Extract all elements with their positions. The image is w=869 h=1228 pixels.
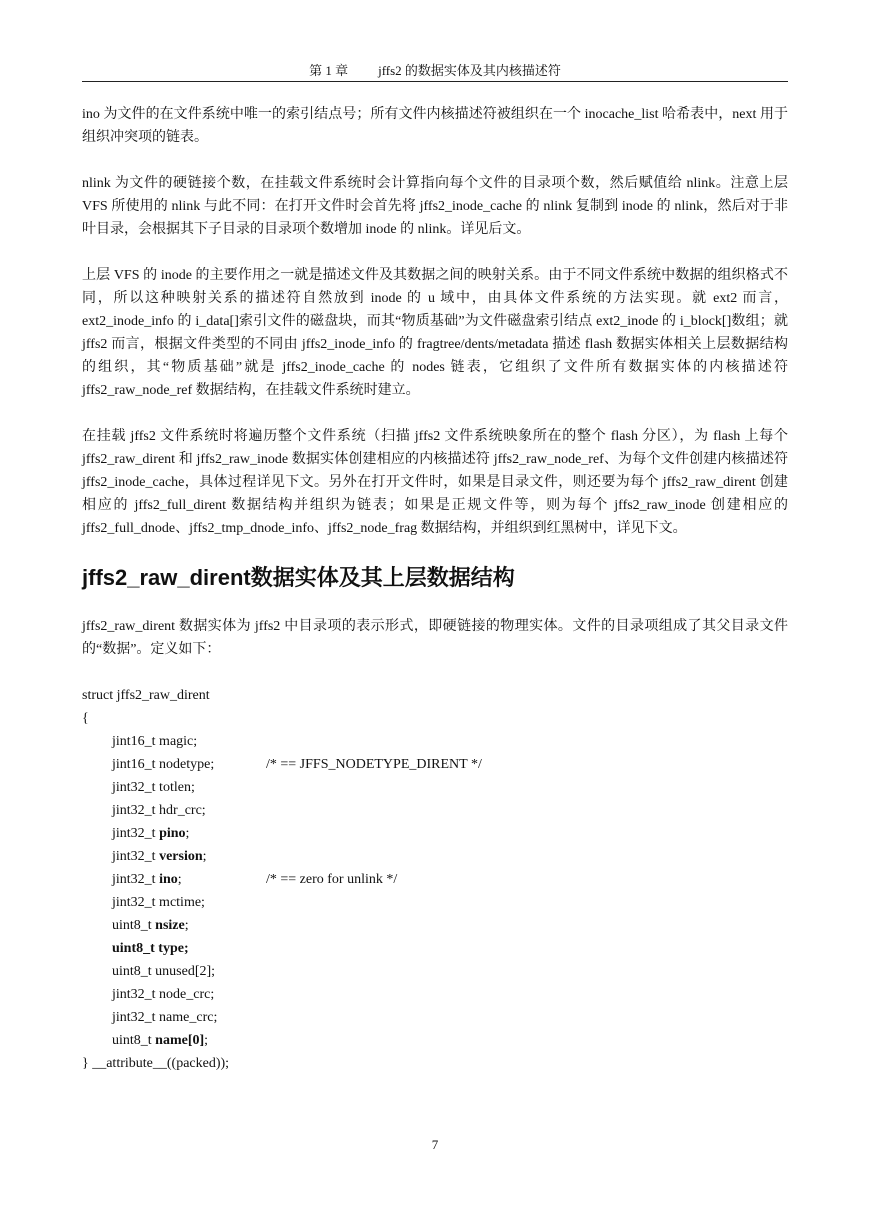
field-hdr-crc: jint32_t hdr_crc; — [112, 803, 206, 818]
field-version: jint32_t version; — [112, 849, 207, 864]
field-unused: uint8_t unused[2]; — [112, 964, 216, 979]
struct-definition — [82, 684, 788, 1075]
field-type: uint8_t type; — [112, 941, 189, 956]
page-header — [82, 62, 788, 80]
header-chapter: 第 1 章 — [309, 63, 349, 78]
field-name-crc: jint32_t name_crc; — [112, 1010, 218, 1025]
page-body — [82, 103, 788, 1075]
field-totlen: jint32_t totlen; — [112, 780, 195, 795]
paragraph-vfs-inode: 上层 VFS 的 inode 的主要作用之一就是描述文件及其数据之间的映射关系。由于不同文件系统中数据的组织格式不同，所以这种映射关系的描述符自然放到 inode 的 u 域中，由具体文件系统的方法实现。就 ext2 而言，ext2_inode_info 的 i_data[]索引文件的磁盘块，而其“物质基础”为文件磁盘索引结点 ext2_inode 的 i_block[]数组；就 jffs2 而言，根据文件类型的不同由 jffs2_inode_info 的 fragtree/dents/metadata 描述 flash 数据实体相关上层数据结构的组织，其“物质基础”就是 jffs2_inode_cache 的 nodes 链表，它组织了文件所有数据实体的内核描述符 jffs2_raw_node_ref 数据结构，在挂载文件系统时建立。 — [82, 268, 788, 398]
field-pino: jint32_t pino; — [112, 826, 190, 841]
struct-close: } __attribute__((packed)); — [82, 1056, 230, 1071]
comment-nodetype: /* == JFFS_NODETYPE_DIRENT */ — [266, 757, 482, 772]
header-title: jffs2 的数据实体及其内核描述符 — [378, 63, 561, 78]
field-name: uint8_t name[0]; — [112, 1033, 209, 1048]
field-mctime: jint32_t mctime; — [112, 895, 205, 910]
section-heading: jffs2_raw_dirent数据实体及其上层数据结构 — [82, 565, 515, 590]
struct-open: struct jffs2_raw_dirent — [82, 688, 210, 703]
paragraph-nlink: nlink 为文件的硬链接个数，在挂载文件系统时会计算指向每个文件的目录项个数，然后赋值给 nlink。注意上层 VFS 所使用的 nlink 与此不同：在打开文件时会首先将 jffs2_inode_cache 的 nlink 复制到 inode 的 nlink，然后对于非叶目录，会根据其下子目录的目录项个数增加 inode 的 nlink。详见后文。 — [82, 176, 788, 237]
page-number: 7 — [431, 1137, 439, 1152]
field-magic: jint16_t magic; — [112, 734, 198, 749]
field-nodetype: jint16_t nodetype; /* == JFFS_NODETYPE_DIRENT */ — [112, 757, 482, 772]
field-node-crc: jint32_t node_crc; — [112, 987, 215, 1002]
header-rule — [82, 81, 788, 82]
comment-ino: /* == zero for unlink */ — [266, 872, 398, 887]
field-nsize: uint8_t nsize; — [112, 918, 189, 933]
brace-open: { — [82, 711, 89, 726]
paragraph-mount: 在挂载 jffs2 文件系统时将遍历整个文件系统（扫描 jffs2 文件系统映象所在的整个 flash 分区），为 flash 上每个 jffs2_raw_dirent 和 jffs2_raw_inode 数据实体创建相应的内核描述符 jffs2_raw_node_ref、为每个文件创建内核描述符 jffs2_inode_cache，具体过程详见下文。另外在打开文件时，如果是目录文件，则还要为每个 jffs2_raw_dirent 创建相应的 jffs2_full_dirent 数据结构并组织为链表；如果是正规文件等，则为每个 jffs2_raw_inode 创建相应的 jffs2_full_dnode、jffs2_tmp_dnode_info、jffs2_node_frag 数据结构，并组织到红黑树中，详见下文。 — [82, 429, 788, 536]
section-intro: jffs2_raw_dirent 数据实体为 jffs2 中目录项的表示形式，即硬链接的物理实体。文件的目录项组成了其父目录文件的“数据”。定义如下： — [82, 619, 788, 657]
paragraph-ino: ino 为文件的在文件系统中唯一的索引结点号；所有文件内核描述符被组织在一个 inocache_list 哈希表中，next 用于组织冲突项的链表。 — [82, 107, 788, 145]
field-ino: jint32_t ino; /* == zero for unlink */ — [112, 872, 398, 887]
